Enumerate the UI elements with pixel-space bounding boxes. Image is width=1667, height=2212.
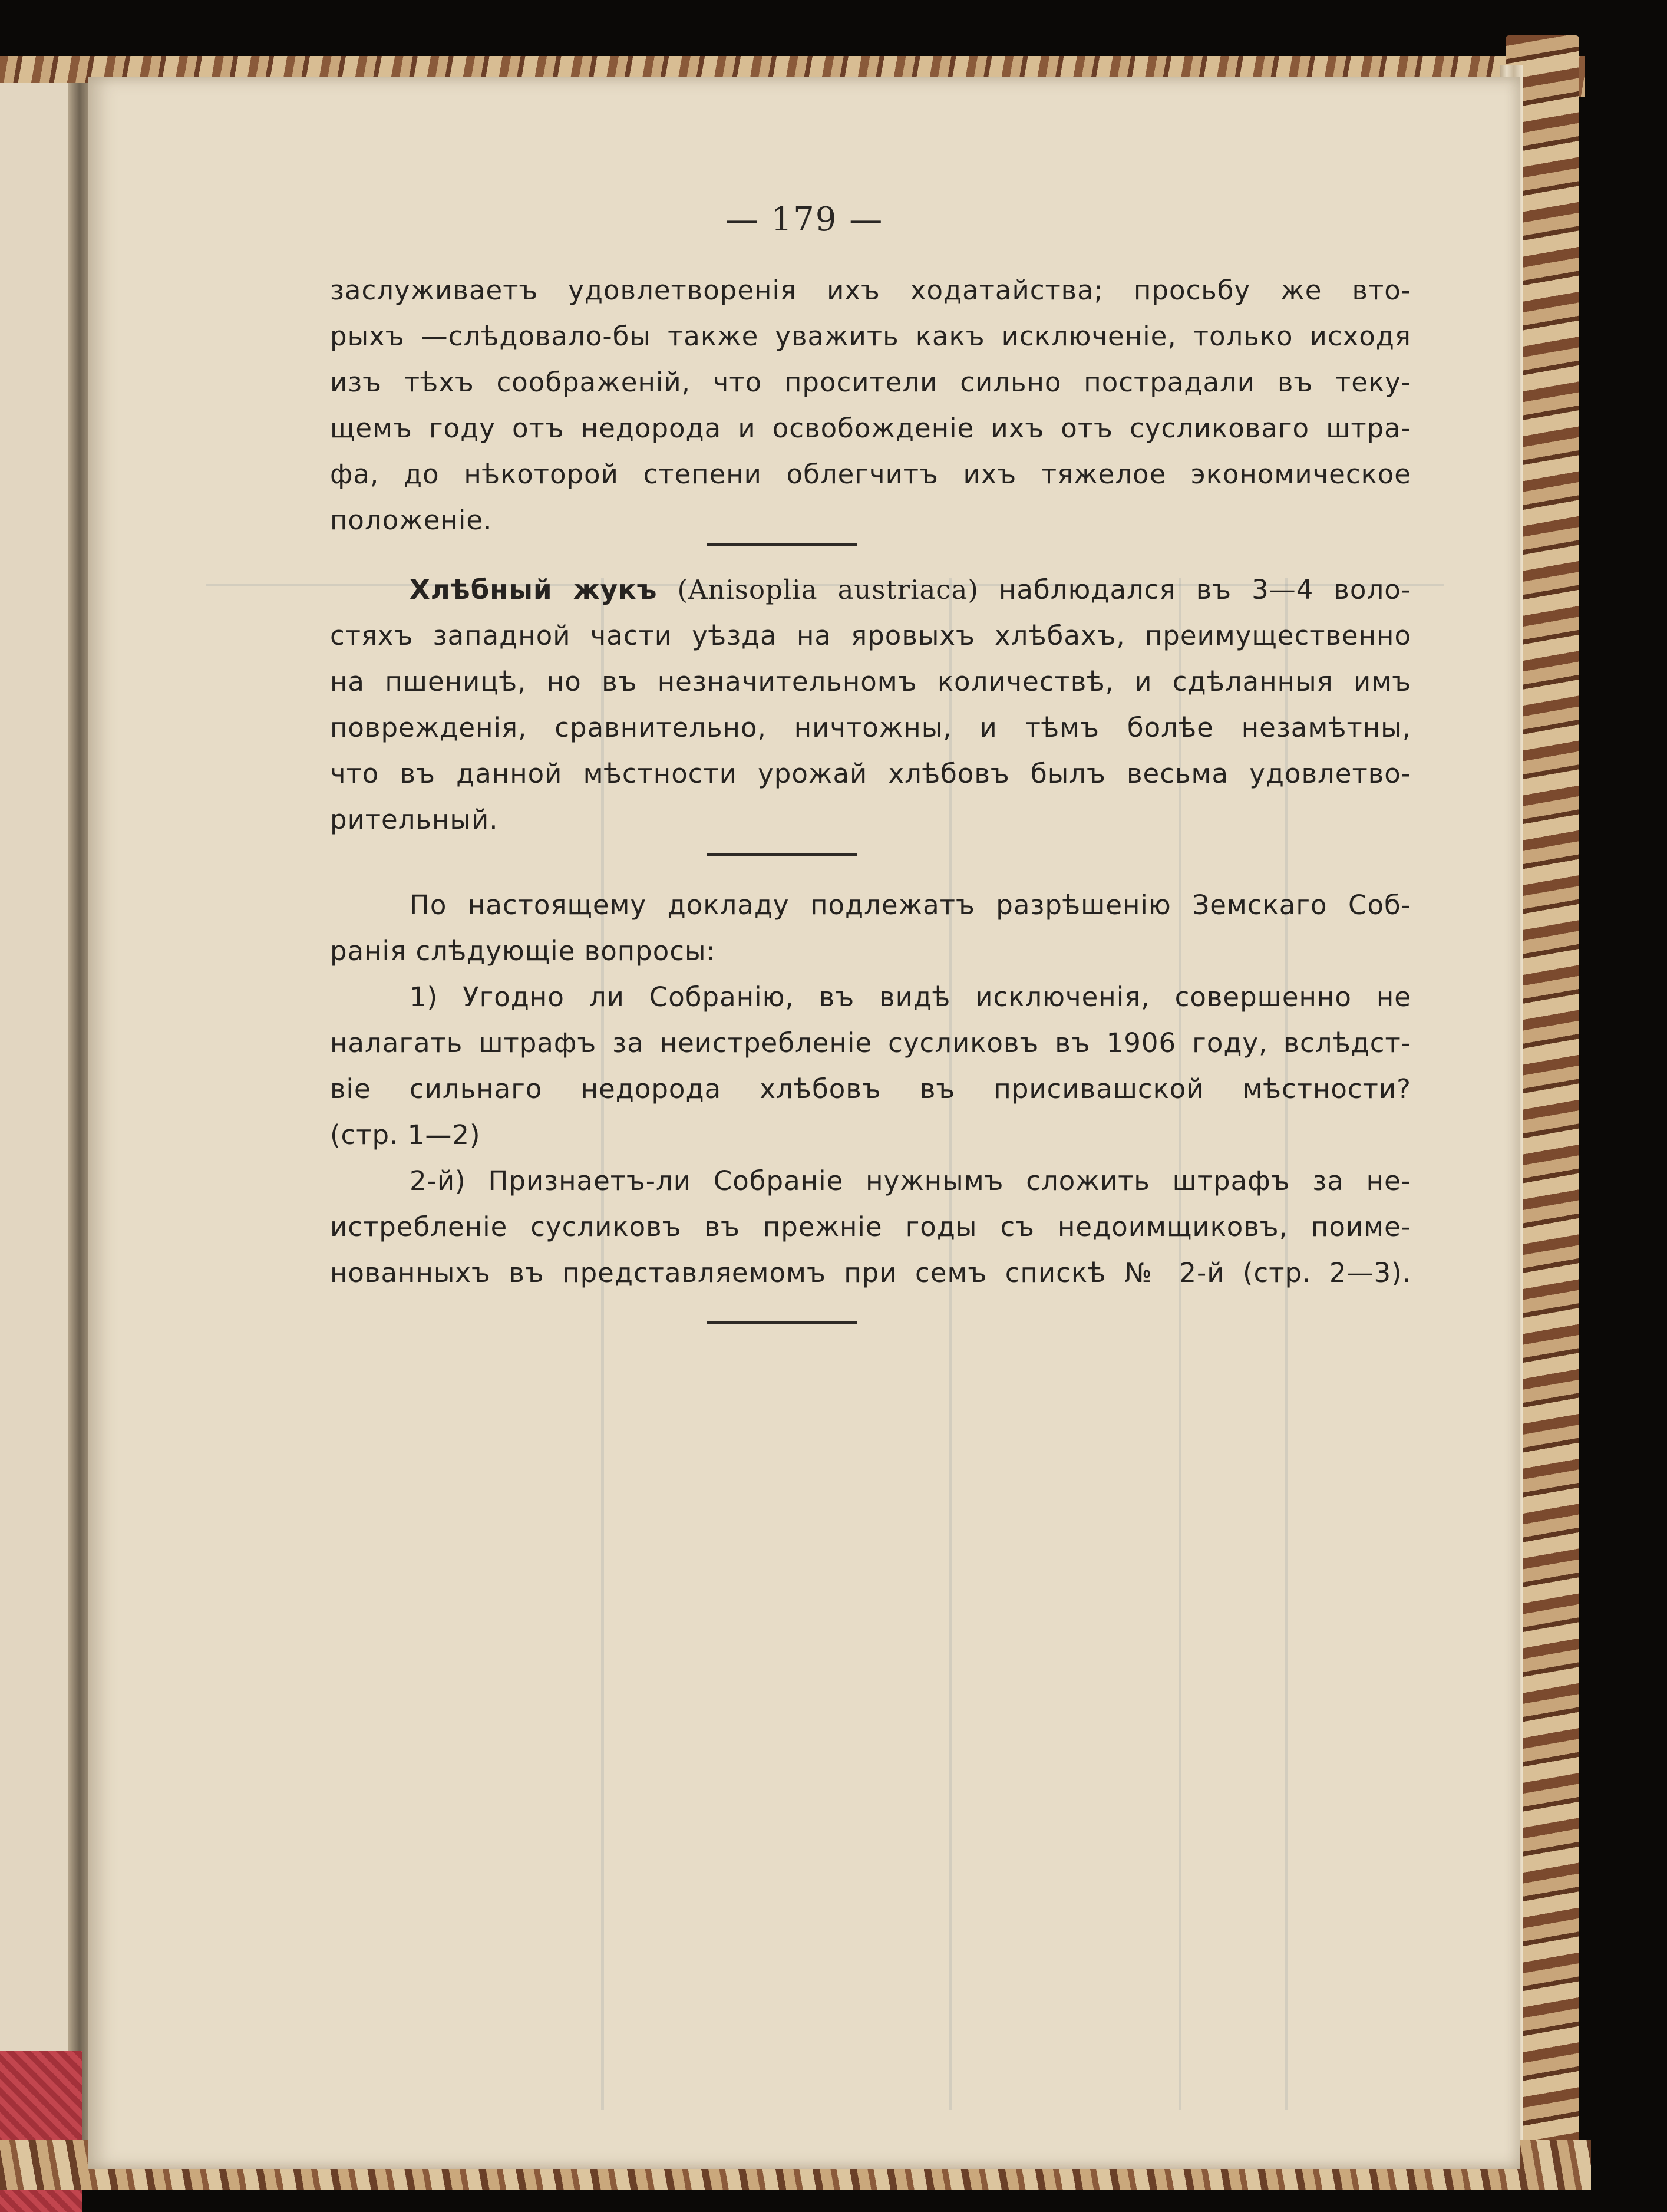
paragraph-1-line-5: фа, до нѣкоторой степени облегчитъ ихъ тяжелое экономическое bbox=[330, 459, 1411, 490]
paragraph-3-line-1: По настоящему докладу подлежатъ разрѣшенію Земскаго Соб- bbox=[410, 889, 1411, 921]
book-gutter bbox=[68, 83, 91, 2181]
paragraph-2-line-5: что въ данной мѣстности урожай хлѣбовъ былъ весьма удовлетво- bbox=[330, 758, 1411, 789]
paragraph-1-line-6: положеніе. bbox=[330, 505, 493, 536]
section-divider bbox=[707, 853, 857, 856]
question-1-line-3: віе сильнаго недорода хлѣбовъ въ присивашской мѣстности? bbox=[330, 1073, 1411, 1105]
paragraph-2-line-3: на пшеницѣ, но въ незначительномъ количествѣ, и сдѣланныя имъ bbox=[330, 666, 1411, 697]
document-page bbox=[88, 77, 1520, 2169]
question-2-line-1: 2-й) Признаетъ-ли Собраніе нужнымъ сложить штрафъ за не- bbox=[410, 1165, 1411, 1196]
question-1-line-1: 1) Угодно ли Собранію, въ видѣ исключенія, совершенно не bbox=[410, 981, 1411, 1013]
facing-page bbox=[0, 83, 77, 2181]
paragraph-1-line-3: изъ тѣхъ соображеній, что просители сильно пострадали въ теку- bbox=[330, 367, 1411, 398]
paragraph-2-first-line bbox=[410, 576, 1411, 603]
paragraph-2-line-2: стяхъ западной части уѣзда на яровыхъ хлѣбахъ, преимущественно bbox=[330, 620, 1411, 651]
question-2-line-3: нованныхъ въ представляемомъ при семъ спискѣ № 2-й (стр. 2—3). bbox=[330, 1257, 1411, 1288]
paragraph-3-line-2: ранія слѣдующіе вопросы: bbox=[330, 935, 716, 967]
section-divider bbox=[707, 543, 857, 546]
paragraph-1-line-2: рыхъ —слѣдовало-бы также уважить какъ исключеніе, только исходя bbox=[330, 321, 1411, 352]
paragraph-1-line-4: щемъ году отъ недорода и освобожденіе ихъ отъ сусликоваго штра- bbox=[330, 413, 1411, 444]
section-heading: Хлѣбный жукъ bbox=[410, 574, 658, 605]
question-1-line-4: (стр. 1—2) bbox=[330, 1119, 481, 1150]
paragraph-2-line-4: поврежденія, сравнительно, ничтожны, и тѣмъ болѣе незамѣтны, bbox=[330, 712, 1411, 743]
paragraph-2-line-1-rest: наблюдался въ 3—4 воло- bbox=[998, 574, 1411, 605]
paragraph-1-line-1: заслуживаетъ удовлетворенія ихъ ходатайства; просьбу же вто- bbox=[330, 275, 1411, 306]
page-number: — 179 — bbox=[725, 200, 884, 239]
end-divider bbox=[707, 1321, 857, 1324]
latin-species-name: (Anisoplia austriaca) bbox=[677, 574, 979, 605]
question-1-line-2: налагать штрафъ за неистребленіе сусликовъ въ 1906 году, вслѣдст- bbox=[330, 1027, 1411, 1059]
question-2-line-2: истребленіе сусликовъ въ прежніе годы съ недоимщиковъ, поиме- bbox=[330, 1211, 1411, 1242]
paragraph-2-line-6: рительный. bbox=[330, 804, 499, 835]
